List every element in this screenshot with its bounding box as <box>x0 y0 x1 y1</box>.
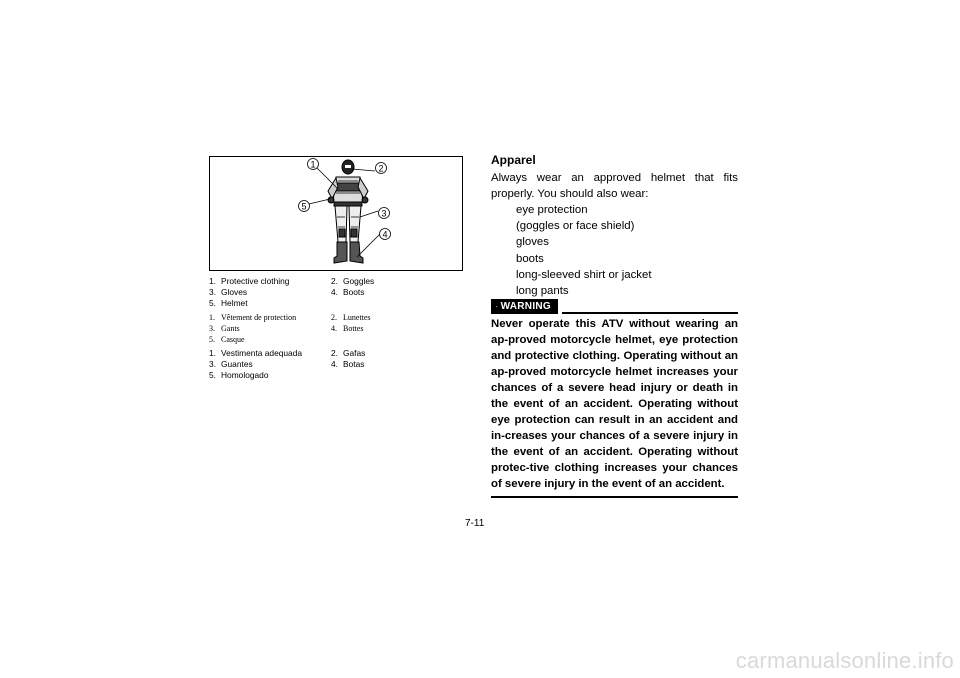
page-number: 7-11 <box>465 518 485 529</box>
legend-row <box>209 334 469 345</box>
legend-spanish <box>209 348 469 381</box>
legend-number: 1. <box>209 276 216 286</box>
callout-1 <box>308 159 319 170</box>
legend-label: Lunettes <box>343 313 371 322</box>
list-item: eye protection <box>516 204 588 216</box>
apparel-intro: Always wear an approved helmet that fits properly. You should also wear: <box>491 172 738 200</box>
list-item: boots <box>516 252 544 265</box>
legend-label: Boots <box>343 287 365 297</box>
warning-rule <box>562 312 738 314</box>
callout-2 <box>376 163 387 174</box>
legend-row <box>209 370 469 381</box>
warning-header <box>491 297 738 314</box>
legend-row <box>209 359 469 370</box>
legend-number: 1. <box>209 348 216 358</box>
section-heading: Apparel <box>491 153 536 167</box>
warning-label: WARNING <box>500 301 551 312</box>
legend-number: 2. <box>331 348 338 358</box>
legend-french <box>209 312 469 345</box>
list-item: (goggles or face shield) <box>516 220 635 233</box>
svg-text:1: 1 <box>310 159 316 170</box>
legend-label: Vestimenta adequada <box>221 348 303 358</box>
svg-text:5: 5 <box>301 201 307 212</box>
warning-block <box>491 297 738 498</box>
legend-row <box>209 276 469 287</box>
legend-label: Botas <box>343 359 365 369</box>
svg-text:3: 3 <box>381 208 387 219</box>
legend-label: Gants <box>221 324 240 333</box>
legend-label: Guantes <box>221 359 253 369</box>
callout-5 <box>299 201 310 212</box>
list-item: long pants <box>516 285 569 298</box>
legend-english <box>209 276 469 309</box>
legend-label: Helmet <box>221 298 248 308</box>
legend-label: Vêtement de protection <box>221 313 297 322</box>
legend-number: 2. <box>331 276 338 286</box>
warning-badge <box>491 299 558 314</box>
legend-number: 4. <box>331 287 338 297</box>
callout-4 <box>380 229 391 240</box>
watermark: carmanualsonline.info <box>735 648 954 673</box>
legend-row <box>209 287 469 298</box>
apparel-list <box>491 202 738 299</box>
legend-label: Casque <box>221 335 245 344</box>
legend-number: 1. <box>209 313 215 322</box>
rider-silhouette <box>328 160 368 263</box>
warning-text: Never operate this ATV without wearing an ap-proved motorcycle helmet, eye protection and protective clothing. Operating without an ap-proved motorcycle helmet increases your chances of a severe head injury or death in the event of an accident. Operating without eye protection can result in an accident and in-creases your chances of a severe injury in the event of an accident. Operating without protec-tive clothing increases your chances of severe injury in the event of an accident. <box>491 316 738 498</box>
legend-number: 5. <box>209 370 216 380</box>
legend-label: Homologado <box>221 370 269 380</box>
list-item: long-sleeved shirt or jacket <box>516 268 652 281</box>
list-item: gloves <box>516 236 549 249</box>
svg-text:2: 2 <box>378 163 384 174</box>
warning-triangle-icon <box>496 301 498 312</box>
legend-number: 4. <box>331 324 337 333</box>
legend-row <box>209 348 469 359</box>
legend-number: 4. <box>331 359 338 369</box>
legend-number: 3. <box>209 324 215 333</box>
legend-number: 5. <box>209 335 215 344</box>
legend-row <box>209 298 469 309</box>
legend-number: 3. <box>209 287 216 297</box>
legend-label: Bottes <box>343 324 364 333</box>
svg-text:4: 4 <box>382 229 388 240</box>
callout-3 <box>379 208 390 219</box>
legend-label: Gloves <box>221 287 248 297</box>
legend-number: 5. <box>209 298 216 308</box>
legend-label: Gafas <box>343 348 366 358</box>
legend-number: 2. <box>331 313 337 322</box>
legend-label: Protective clothing <box>221 276 290 286</box>
legend-row <box>209 312 469 323</box>
rider-illustration <box>209 156 463 271</box>
legend-row <box>209 323 469 334</box>
apparel-section <box>491 153 738 299</box>
legend-number: 3. <box>209 359 216 369</box>
legend-label: Goggles <box>343 276 375 286</box>
rider-figure-drawing <box>210 157 462 270</box>
